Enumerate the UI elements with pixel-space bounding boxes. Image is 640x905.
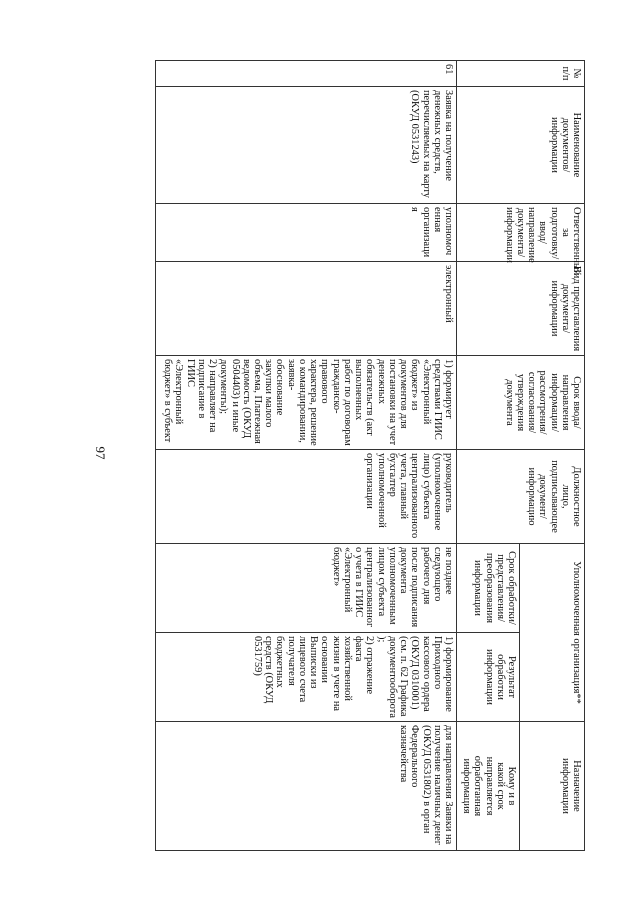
table-header-row <box>520 61 585 851</box>
header-num: № п/п <box>457 61 585 87</box>
cell-name: Заявка на получение денежных средств, перечисляемых на карту (ОКУД 0531243) <box>156 87 457 204</box>
header-form: Вид представления документа/ информации <box>457 262 585 356</box>
cell-purpose: для направления Заявки на получение наличных денег (ОКУД 0531802) в орган Федерального казначейства <box>156 722 457 851</box>
header-authorized-org: Уполномоченная организация** <box>520 544 585 722</box>
cell-form: электронный <box>156 262 457 356</box>
cell-processing-deadline: не позднее следующего рабочего дня после подписания документа уполномоченным лицом субъекта централизованного учета в ГИИС «Электронный бюджет» <box>156 544 457 633</box>
cell-deadline: 1) формирует средствами ГИИС «Электронный бюджет» из документов для постановки на учет денежных обязательств (акт выполненных работ по договорам гражданско-правового характера, решение о командировании, заявка-обоснование закупки малого объема, Платежная ведомость (ОКУД 0504403) и иные документы); 2) направляет на подписание в ГИИС «Электронный бюджет» в субъект <box>156 356 457 450</box>
cell-responsible: уполномоченная организация <box>156 204 457 262</box>
header-deadline: Срок ввода/ направления информации/ рассмотрения/ согласования/ утверждения документа <box>457 356 585 450</box>
document-table-container <box>155 60 585 850</box>
header-purpose: Назначение информации <box>520 722 585 851</box>
header-result: Результат обработки информации <box>457 633 520 722</box>
header-official: Должностное лицо, подписывающее документ/ информацию <box>457 450 585 544</box>
table-row <box>156 61 457 851</box>
header-name: Наименование документов/информации <box>457 87 585 204</box>
header-processing-deadline: Срок обработки/ представления/ преобразования информации <box>457 544 520 633</box>
page-number: 97 <box>93 446 108 460</box>
cell-num: 61 <box>156 61 457 87</box>
document-flow-table <box>155 60 585 851</box>
header-purpose-sub: Кому и в какой срок направляется обработанная информация <box>457 722 520 851</box>
cell-official: руководитель (уполномоченное лицо) субъекта централизованного учета, главный бухгалтер уполномоченной организации <box>156 450 457 544</box>
header-responsible: Ответственный за подготовку/ ввод/ направление документа/ информации <box>457 204 585 262</box>
cell-result: 1) формирование Приходного кассового ордера (ОКУД 0310001) (см. п. 62 Графика документооборота); 2) отражение факта хозяйственной жизни в учете на основании Выписки из лицевого счета получателя бюджетных средств (ОКУД 0531759) <box>156 633 457 722</box>
